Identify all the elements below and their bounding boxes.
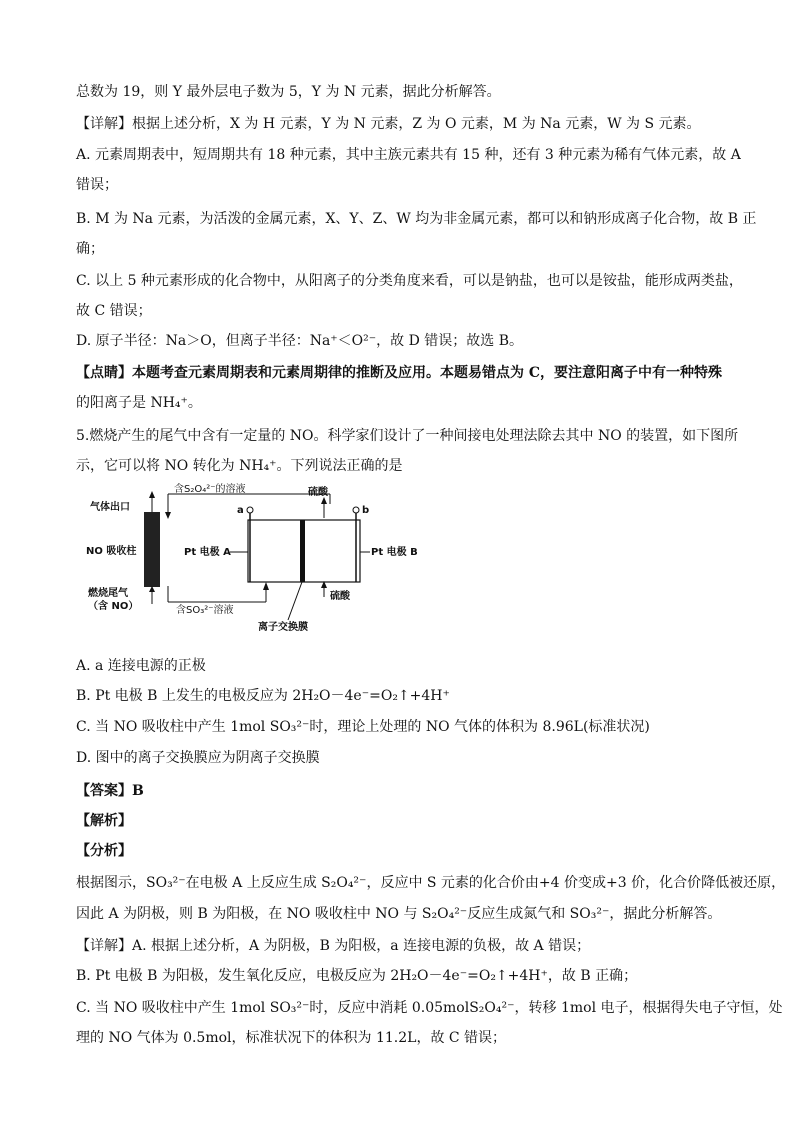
question-stem: 5.燃烧产生的尾气中含有一定量的 NO。科学家们设计了一种间接电处理法除去其中 NO 的装置，如下图所 [76, 428, 739, 444]
electrode-a-label: Pt 电极 A [184, 547, 231, 558]
absorber-column [144, 512, 160, 587]
analysis-heading: 【解析】 [76, 813, 132, 829]
text-line: 根据图示，SO₃²⁻在电极 A 上反应生成 S₂O₄²⁻，反应中 S 元素的化合价由+4 价变成+3 价，化合价降低被还原， [76, 875, 786, 891]
option-c: C. 当 NO 吸收柱中产生 1mol SO₃²⁻时，理论上处理的 NO 气体的体积为 8.96L(标准状况) [76, 719, 650, 735]
flue-gas-label: 燃烧尾气 [88, 588, 128, 599]
text-line: 的阳离子是 NH₄⁺。 [76, 395, 202, 411]
analysis-subheading: 【分析】 [76, 843, 132, 859]
text-line: B. Pt 电极 B 为阳极，发生氧化反应，电极反应为 2H₂O－4e⁻=O₂↑+4H⁺，故 B 正确； [76, 968, 638, 984]
text-line: C. 当 NO 吸收柱中产生 1mol SO₃²⁻时，反应中消耗 0.05molS₂O₄²⁻，转移 1mol 电子，根据得失电子守恒，处 [76, 1000, 783, 1016]
text-line: 理的 NO 气体为 0.5mol，标准状况下的体积为 11.2L，故 C 错误； [76, 1030, 507, 1046]
acid-bottom-label: 硫酸 [330, 591, 350, 602]
absorber-label: NO 吸收柱 [86, 546, 137, 557]
ion-exchange-membrane [300, 520, 305, 582]
top-solution-label: 含S₂O₄²⁻的溶液 [174, 484, 246, 495]
text-line: 错误； [76, 177, 118, 193]
terminal-a-label: a [237, 505, 244, 516]
text-line: B. M 为 Na 元素，为活泼的金属元素，X、Y、Z、W 均为非金属元素，都可以和钠形成离子化合物，故 B 正 [76, 211, 757, 227]
option-d: D. 图中的离子交换膜应为阴离子交换膜 [76, 750, 320, 766]
text-line: 故 C 错误； [76, 303, 152, 319]
acid-top-label: 硫酸 [308, 487, 328, 498]
text-line: 因此 A 为阴极，则 B 为阳极，在 NO 吸收柱中 NO 与 S₂O₄²⁻反应生成氮气和 SO₃²⁻，据此分析解答。 [76, 906, 722, 922]
terminal-a [247, 507, 253, 513]
question-stem: 示，它可以将 NO 转化为 NH₄⁺。下列说法正确的是 [76, 458, 403, 474]
gas-outlet-label: 气体出口 [90, 502, 130, 513]
text-line: C. 以上 5 种元素形成的化合物中，从阳离子的分类角度来看，可以是钠盐，也可以是铵盐，能形成两类盐， [76, 273, 743, 289]
terminal-b-label: b [362, 505, 370, 516]
text-line: 【详解】根据上述分析，X 为 H 元素，Y 为 N 元素，Z 为 O 元素，M 为 Na 元素，W 为 S 元素。 [76, 116, 701, 132]
option-a: A. a 连接电源的正极 [76, 658, 206, 674]
text-line: D. 原子半径：Na＞O，但离子半径：Na⁺＜O²⁻，故 D 错误；故选 B。 [76, 333, 524, 349]
text-line: 确； [76, 241, 104, 257]
text-line: 【详解】A. 根据上述分析，A 为阴极，B 为阳极，a 连接电源的负极，故 A 错误； [76, 938, 591, 954]
bottom-solution-label: 含SO₃²⁻溶液 [176, 605, 234, 616]
terminal-b [353, 507, 359, 513]
electrode-b-label: Pt 电极 B [371, 547, 418, 558]
option-b: B. Pt 电极 B 上发生的电极反应为 2H₂O－4e⁻=O₂↑+4H⁺ [76, 688, 450, 704]
text-line: 总数为 19，则 Y 最外层电子数为 5，Y 为 N 元素，据此分析解答。 [76, 84, 501, 100]
electrolysis-diagram [80, 482, 450, 642]
text-line: 【点睛】本题考查元素周期表和元素周期律的推断及应用。本题易错点为 C，要注意阳离子中有一种特殊 [76, 365, 723, 381]
text-line: A. 元素周期表中，短周期共有 18 种元素，其中主族元素共有 15 种，还有 3 种元素为稀有气体元素，故 A [76, 147, 741, 163]
flue-gas-no-label: （含 NO） [88, 601, 139, 612]
membrane-label: 离子交换膜 [258, 622, 308, 633]
answer: 【答案】B [76, 783, 144, 799]
